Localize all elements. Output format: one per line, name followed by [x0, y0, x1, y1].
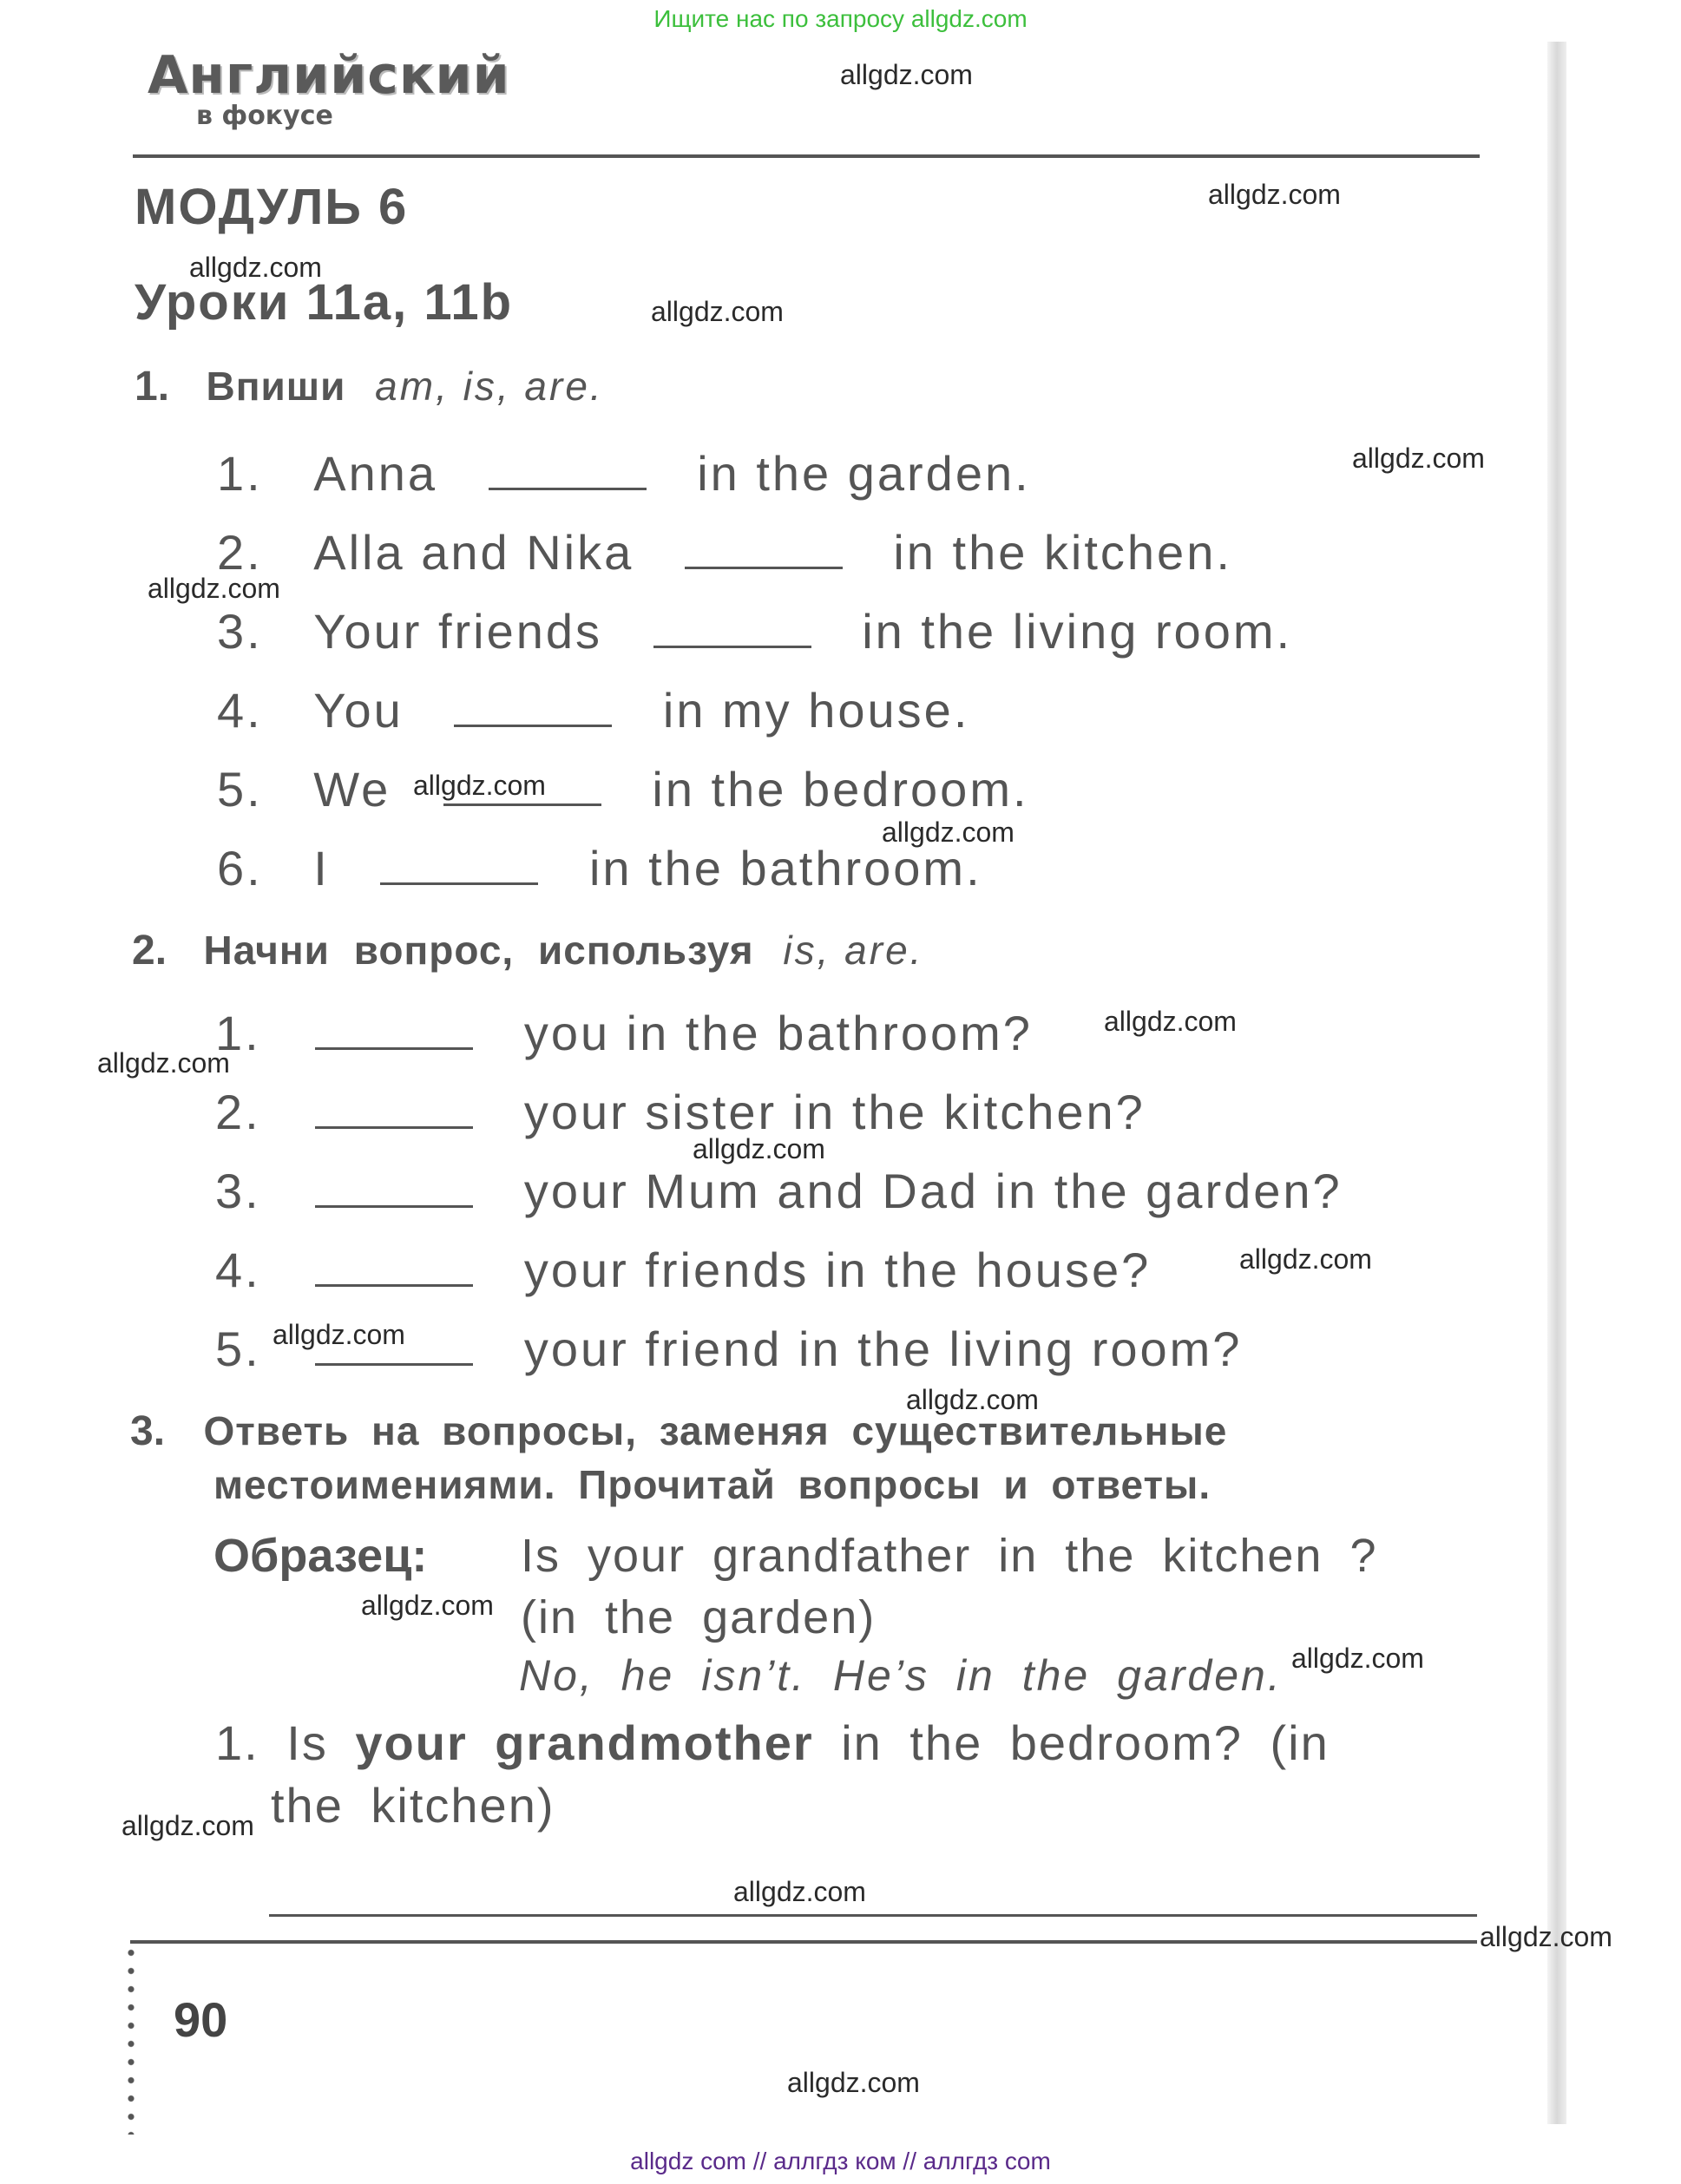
- watermark: allgdz.com: [906, 1384, 1039, 1415]
- exercise1-item: [217, 600, 1292, 659]
- answer-blank[interactable]: [653, 600, 811, 648]
- sample-label: Образец:: [213, 1530, 428, 1582]
- answer-blank[interactable]: [454, 679, 612, 727]
- footer-links[interactable]: allgdz com // аллгдз ком // аллгдз com: [630, 2148, 1051, 2174]
- watermark: allgdz.com: [693, 1133, 825, 1164]
- item-number: 3.: [215, 1164, 261, 1218]
- item-rest: in the bathroom.: [588, 841, 982, 895]
- item-number: 1.: [215, 1006, 261, 1060]
- page-edge-shadow: [1547, 42, 1566, 2124]
- sample-question: Is your grandfather in the kitchen ?: [521, 1530, 1378, 1582]
- instruction-text: Впиши: [206, 364, 346, 409]
- item-is: Is: [286, 1715, 328, 1770]
- item-rest: in the bedroom.: [652, 762, 1029, 817]
- watermark: allgdz.com: [1291, 1643, 1424, 1674]
- book-logo: [148, 45, 510, 131]
- watermark: allgdz.com: [121, 1810, 254, 1841]
- item-rest: your sister in the kitchen?: [523, 1085, 1146, 1139]
- item-rest: in my house.: [662, 683, 970, 738]
- watermark: allgdz.com: [97, 1047, 230, 1079]
- watermark: allgdz.com: [413, 770, 546, 801]
- dotted-margin: [127, 1944, 135, 2135]
- exercise-title-line2: местоимениями. Прочитай вопросы и ответы.: [213, 1462, 1212, 1507]
- item-number: 1.: [215, 1715, 259, 1770]
- watermark: allgdz.com: [361, 1590, 494, 1621]
- exercise1-item: [217, 443, 1031, 502]
- exercise1-item: [217, 758, 1029, 817]
- answer-blank[interactable]: [315, 1081, 473, 1129]
- item-number: 2.: [215, 1085, 261, 1139]
- exercise-title: [203, 928, 923, 973]
- module-title: МОДУЛЬ 6: [135, 179, 409, 235]
- item-subject: You: [313, 683, 404, 738]
- exercise2-heading: [132, 927, 923, 974]
- watermark: allgdz.com: [733, 1876, 866, 1907]
- exercise2-item: [215, 1002, 1033, 1061]
- answer-blank[interactable]: [315, 1239, 473, 1287]
- item-rest: your Mum and Dad in the garden?: [523, 1164, 1343, 1218]
- item-number: 6.: [217, 841, 263, 895]
- answer-blank[interactable]: [380, 837, 538, 885]
- answer-blank[interactable]: [315, 1002, 473, 1050]
- footer-rule: [130, 1940, 1477, 1944]
- item-subject: I: [313, 841, 330, 895]
- item-rest: your friend in the living room?: [523, 1322, 1243, 1376]
- item-rest: in the garden.: [697, 446, 1031, 501]
- watermark: allgdz.com: [273, 1319, 405, 1350]
- logo-subtitle: в фокусе: [196, 101, 333, 131]
- exercise-number: 3.: [130, 1408, 166, 1454]
- exercise1-item: [217, 837, 982, 896]
- watermark: allgdz.com: [882, 817, 1015, 848]
- answer-blank[interactable]: [443, 758, 601, 806]
- watermark: allgdz.com: [787, 2067, 920, 2098]
- watermark: allgdz.com: [1208, 179, 1341, 210]
- answer-blank[interactable]: [315, 1160, 473, 1208]
- exercise2-item: [215, 1239, 1151, 1298]
- exercise2-item: [215, 1318, 1242, 1377]
- watermark: allgdz.com: [148, 573, 280, 604]
- top-banner[interactable]: Ищите нас по запросу allgdz.com: [653, 5, 1028, 32]
- sample-answer: No, he isn’t. He’s in the garden.: [519, 1651, 1283, 1700]
- exercise-title-line1: Ответь на вопросы, заменяя существительные: [203, 1408, 1228, 1453]
- item-number: 1.: [217, 446, 263, 501]
- header-rule: [133, 154, 1480, 158]
- item-rest: in the bedroom? (in: [841, 1715, 1330, 1770]
- item-rest: in the kitchen.: [893, 525, 1232, 580]
- lessons-title: Уроки 11a, 11b: [135, 274, 514, 331]
- item-number: 3.: [217, 604, 263, 659]
- answer-line[interactable]: [269, 1914, 1477, 1917]
- exercise3-item: [215, 1715, 1330, 1771]
- instruction-words: is, are.: [783, 928, 924, 973]
- item-subject: Your friends: [313, 604, 603, 659]
- answer-blank[interactable]: [489, 443, 647, 490]
- item-rest: in the living room.: [862, 604, 1293, 659]
- watermark: allgdz.com: [189, 252, 322, 283]
- item-number: 5.: [215, 1322, 261, 1376]
- watermark: allgdz.com: [1480, 1921, 1612, 1952]
- exercise1-heading: [135, 363, 604, 410]
- item-number: 5.: [217, 762, 263, 817]
- item-bold-noun: your grandmother: [355, 1715, 814, 1770]
- exercise3-heading: [130, 1407, 1227, 1455]
- sample-hint: (in the garden): [521, 1591, 877, 1643]
- exercise-number: 2.: [132, 928, 167, 974]
- watermark: allgdz.com: [1239, 1243, 1372, 1275]
- watermark: allgdz.com: [1104, 1006, 1237, 1037]
- instruction-text: Начни вопрос, используя: [203, 928, 754, 973]
- page-number: 90: [174, 1992, 228, 2047]
- item-number: 4.: [215, 1243, 261, 1297]
- answer-blank[interactable]: [685, 521, 843, 569]
- item-rest: you in the bathroom?: [523, 1006, 1033, 1060]
- instruction-words: am, is, are.: [375, 364, 604, 409]
- exercise-title: [206, 364, 603, 409]
- logo-title: Английский: [148, 45, 510, 106]
- item-subject: We: [313, 762, 391, 817]
- item-subject: Anna: [313, 446, 438, 501]
- item-number: 2.: [217, 525, 263, 580]
- exercise-number: 1.: [135, 364, 170, 410]
- answer-blank[interactable]: [315, 1318, 473, 1366]
- item-rest: your friends in the house?: [523, 1243, 1152, 1297]
- item-number: 4.: [217, 683, 263, 738]
- watermark: allgdz.com: [651, 296, 784, 327]
- exercise1-item: [217, 679, 969, 738]
- exercise2-item: [215, 1081, 1146, 1140]
- watermark: allgdz.com: [840, 59, 973, 90]
- watermark: allgdz.com: [1352, 443, 1485, 474]
- exercise1-item: [217, 521, 1232, 580]
- item-subject: Alla and Nika: [313, 525, 634, 580]
- exercise3-item-line2: the kitchen): [271, 1778, 555, 1833]
- exercise2-item: [215, 1160, 1343, 1219]
